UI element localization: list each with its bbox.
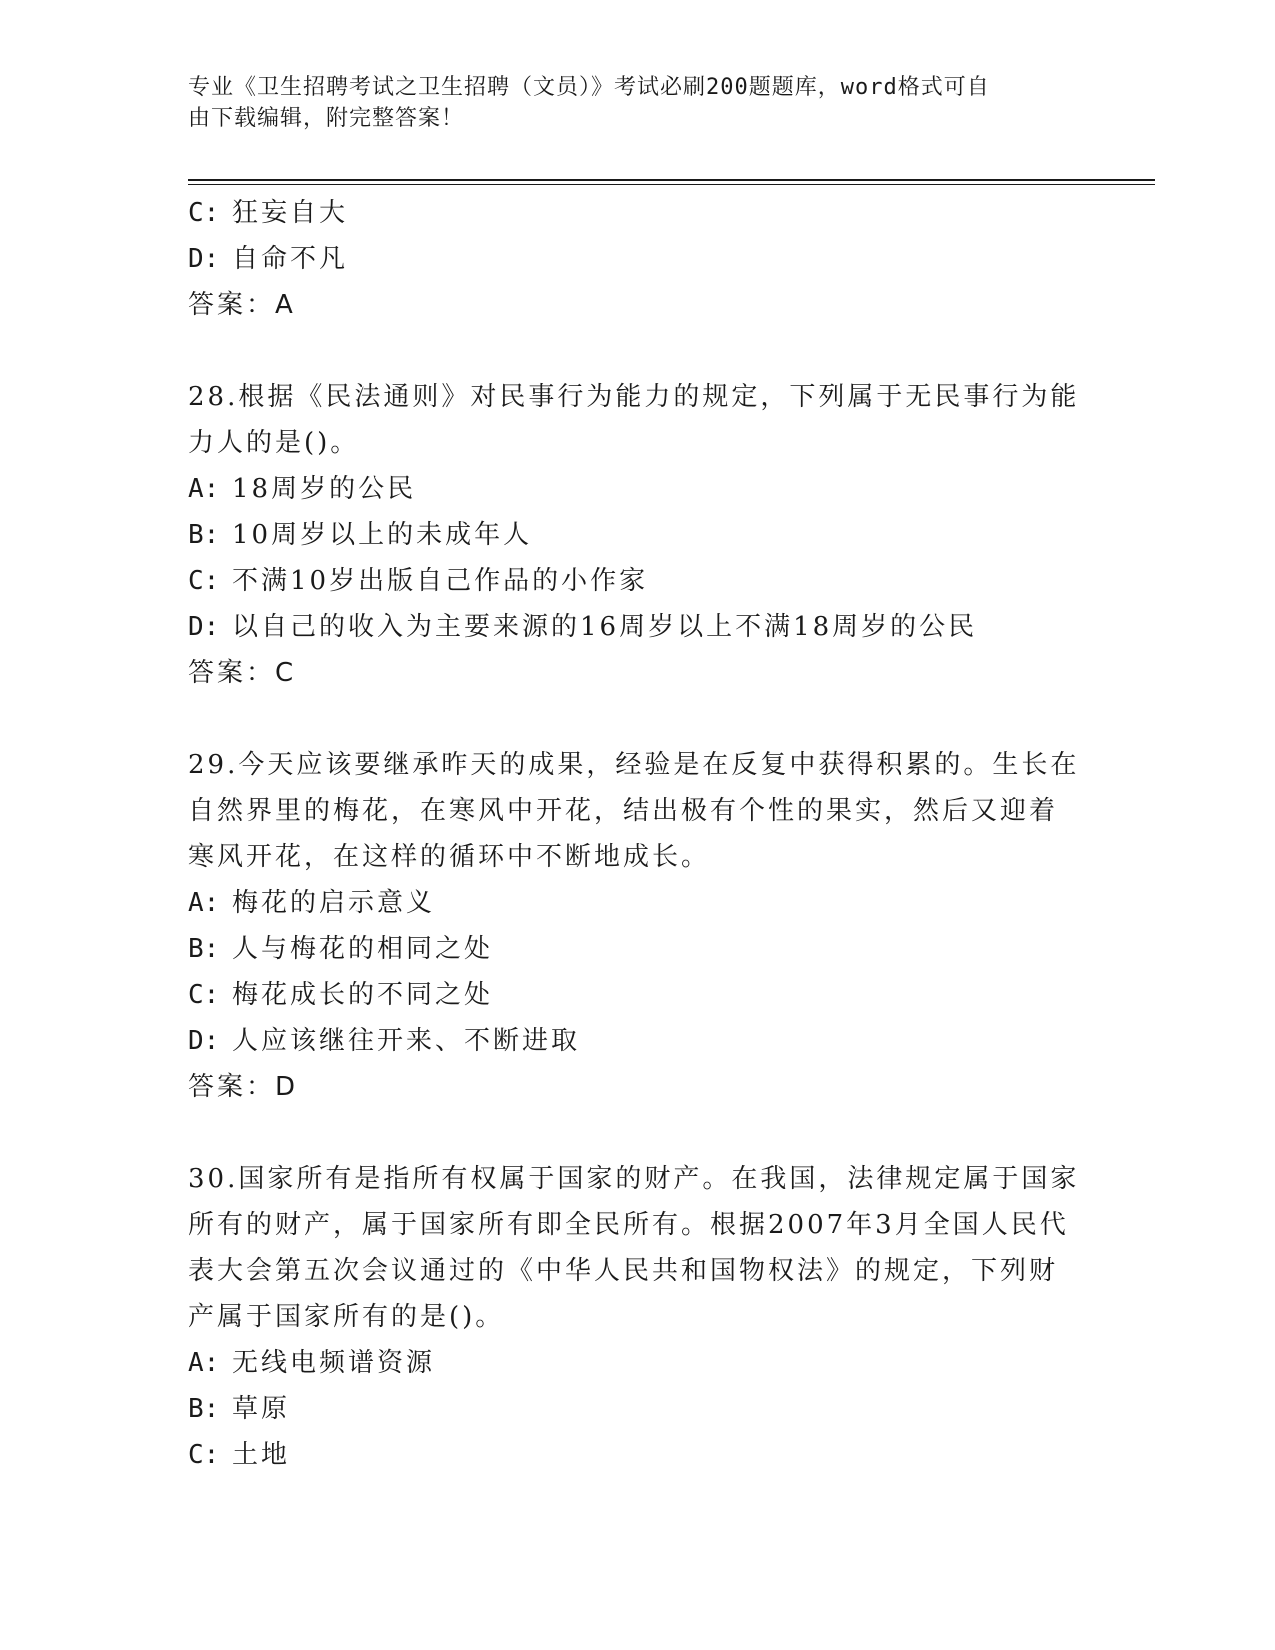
option-text: 无线电频谱资源 [232, 1348, 436, 1378]
question-29 [188, 742, 1088, 1110]
option-letter: C: [188, 566, 220, 596]
page-header [188, 72, 1068, 134]
header-divider-thin [188, 184, 1155, 185]
option-c [188, 972, 1088, 1018]
option-letter: C: [188, 980, 220, 1010]
option-a [188, 880, 1088, 926]
option-letter: A: [188, 1348, 220, 1378]
option-d [188, 604, 1088, 650]
option-letter: B: [188, 1394, 220, 1424]
option-text: 自命不凡 [232, 244, 349, 274]
option-b [188, 926, 1088, 972]
option-letter: B: [188, 520, 220, 550]
spacer [188, 328, 1088, 374]
spacer [188, 1110, 1088, 1156]
option-letter: D: [188, 1026, 220, 1056]
option-a [188, 1340, 1088, 1386]
option-d [188, 236, 1088, 282]
question-stem-line: 29.今天应该要继承昨天的成果，经验是在反复中获得积累的。生长在 [188, 750, 1080, 780]
question-28 [188, 374, 1088, 696]
spacer [188, 696, 1088, 742]
option-text: 以自己的收入为主要来源的16周岁以上不满18周岁的公民 [232, 612, 978, 642]
option-text: 10周岁以上的未成年人 [232, 520, 533, 550]
option-text: 狂妄自大 [232, 198, 349, 228]
option-c [188, 558, 1088, 604]
option-c [188, 190, 1088, 236]
option-text: 18周岁的公民 [232, 474, 417, 504]
question-stem-line: 力人的是()。 [188, 428, 360, 458]
question-stem-line: 产属于国家所有的是()。 [188, 1302, 505, 1332]
option-c [188, 1432, 1088, 1478]
option-text: 人与梅花的相同之处 [232, 934, 494, 964]
answer-line: 答案：D [188, 1072, 299, 1102]
option-text: 梅花的启示意义 [232, 888, 436, 918]
question-stem-line: 表大会第五次会议通过的《中华人民共和国物权法》的规定，下列财 [188, 1256, 1059, 1286]
answer-line: 答案：A [188, 290, 296, 320]
header-divider-thick [188, 179, 1155, 181]
header-line-1: 专业《卫生招聘考试之卫生招聘（文员）》考试必刷200题题库，word格式可自 [188, 75, 990, 100]
option-letter: D: [188, 612, 220, 642]
question-stem-line: 30.国家所有是指所有权属于国家的财产。在我国，法律规定属于国家 [188, 1164, 1080, 1194]
option-text: 土地 [232, 1440, 291, 1470]
option-d [188, 1018, 1088, 1064]
question-stem-line: 自然界里的梅花，在寒风中开花，结出极有个性的果实，然后又迎着 [188, 796, 1059, 826]
option-b [188, 512, 1088, 558]
question-stem-line: 寒风开花，在这样的循环中不断地成长。 [188, 842, 711, 872]
option-text: 人应该继往开来、不断进取 [232, 1026, 581, 1056]
option-text: 草原 [232, 1394, 291, 1424]
option-letter: D: [188, 244, 220, 274]
option-letter: B: [188, 934, 220, 964]
option-letter: C: [188, 1440, 220, 1470]
option-letter: A: [188, 888, 220, 918]
question-30 [188, 1156, 1088, 1478]
question-stem-line: 28.根据《民法通则》对民事行为能力的规定，下列属于无民事行为能 [188, 382, 1080, 412]
option-letter: A: [188, 474, 220, 504]
option-text: 梅花成长的不同之处 [232, 980, 494, 1010]
option-letter: C: [188, 198, 220, 228]
question-list [188, 190, 1088, 1478]
option-a [188, 466, 1088, 512]
header-line-2: 由下载编辑，附完整答案！ [188, 106, 465, 131]
question-continuation [188, 190, 1088, 328]
option-text: 不满10岁出版自己作品的小作家 [232, 566, 649, 596]
answer-line: 答案：C [188, 658, 297, 688]
option-b [188, 1386, 1088, 1432]
question-stem-line: 所有的财产，属于国家所有即全民所有。根据2007年3月全国人民代 [188, 1210, 1069, 1240]
